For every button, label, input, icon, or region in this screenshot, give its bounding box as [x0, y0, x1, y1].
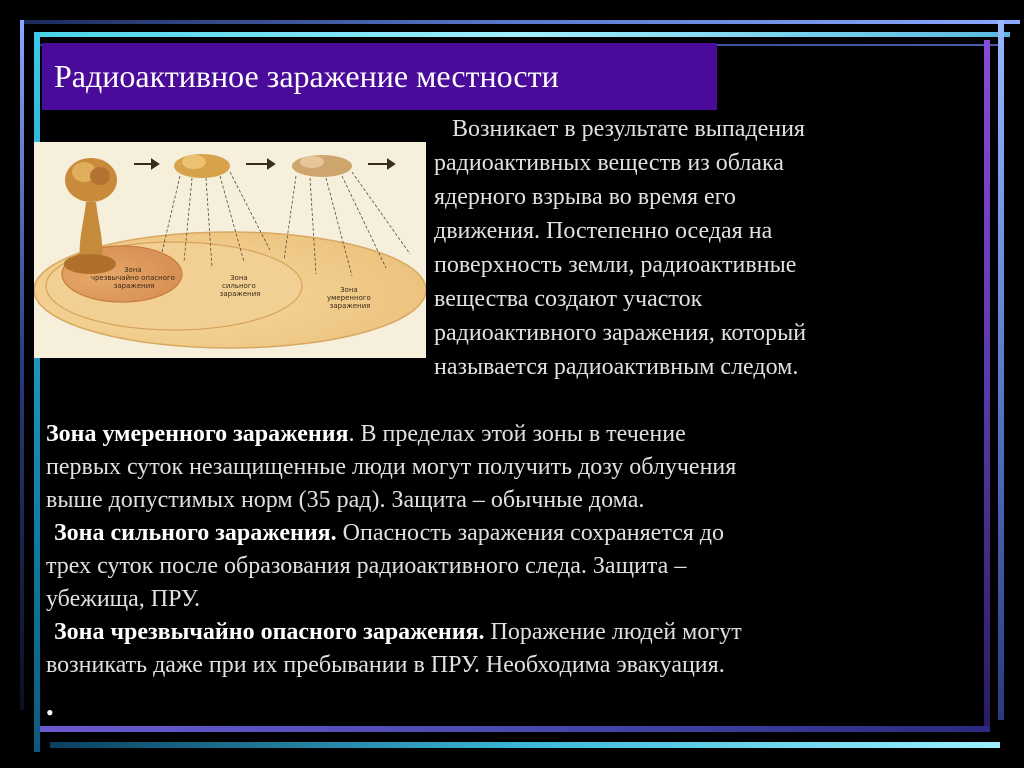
intro-line: движения. Постепенно оседая на [434, 218, 773, 244]
intro-line: Возникает в результате выпадения [452, 116, 805, 142]
zone-strong-label: Зона сильного заражения [219, 274, 261, 298]
intro-line: называется радиоактивным следом. [434, 354, 799, 380]
zone-text: возникать даже при их пребывании в ПРУ. Необходима эвакуация. [46, 652, 725, 678]
fallout-diagram-image [34, 142, 426, 358]
drifting-cloud-icon [174, 154, 230, 178]
zone-text: первых суток незащищенные люди могут получить дозу облучения [46, 454, 737, 480]
frame-line-right [998, 20, 1004, 720]
intro-line: вещества создают участок [434, 286, 703, 312]
intro-line: ядерного взрыва во время его [434, 184, 736, 210]
slide-title-box [42, 43, 717, 110]
zones-description [46, 418, 986, 682]
intro-line: радиоактивного заражения, который [434, 320, 807, 346]
zone-extreme-term: Зона чрезвычайно опасного заражения. [54, 619, 485, 645]
frame-line-top-cyan [38, 32, 1010, 37]
zone-strong-paragraph [46, 517, 986, 550]
zone-moderate-label: Зона умеренного заражения [326, 286, 371, 310]
frame-line-bottom-cyan [50, 742, 1000, 748]
zone-text: убежища, ПРУ. [46, 586, 200, 612]
intro-line: поверхность земли, радиоактивные [434, 252, 797, 278]
zone-extreme-continued [46, 649, 986, 682]
frame-line-left [20, 20, 24, 710]
zone-moderate-paragraph [46, 418, 986, 517]
fallout-diagram-svg [34, 142, 426, 358]
empty-bullet: • [46, 700, 54, 725]
zone-text: трех суток после образования радиоактивного следа. Защита – [46, 553, 687, 579]
frame-line-top [20, 20, 1020, 24]
frame-line-left-cyan [34, 32, 40, 752]
drifting-cloud-icon [292, 155, 352, 177]
slide-title: Радиоактивное заражение местности [54, 58, 559, 94]
zone-text: Поражение людей могут [484, 619, 742, 645]
intro-line: радиоактивных веществ из облака [434, 150, 784, 176]
zone-text: Опасность заражения сохраняется до [336, 520, 725, 546]
zone-extreme-paragraph [46, 616, 986, 649]
zone-extreme-label: Зона чрезвычайно опасного заражения [90, 266, 175, 290]
frame-line-bottom-violet [40, 726, 990, 732]
zone-strong-continued [46, 550, 986, 616]
zone-moderate-term: Зона умеренного заражения [46, 421, 349, 447]
zone-strong-term: Зона сильного заражения. [54, 520, 337, 546]
zone-text: . В пределах этой зоны в течение [348, 421, 686, 447]
zone-text: выше допустимых норм (35 рад). Защита – обычные дома. [46, 487, 645, 513]
intro-paragraph [434, 112, 974, 384]
